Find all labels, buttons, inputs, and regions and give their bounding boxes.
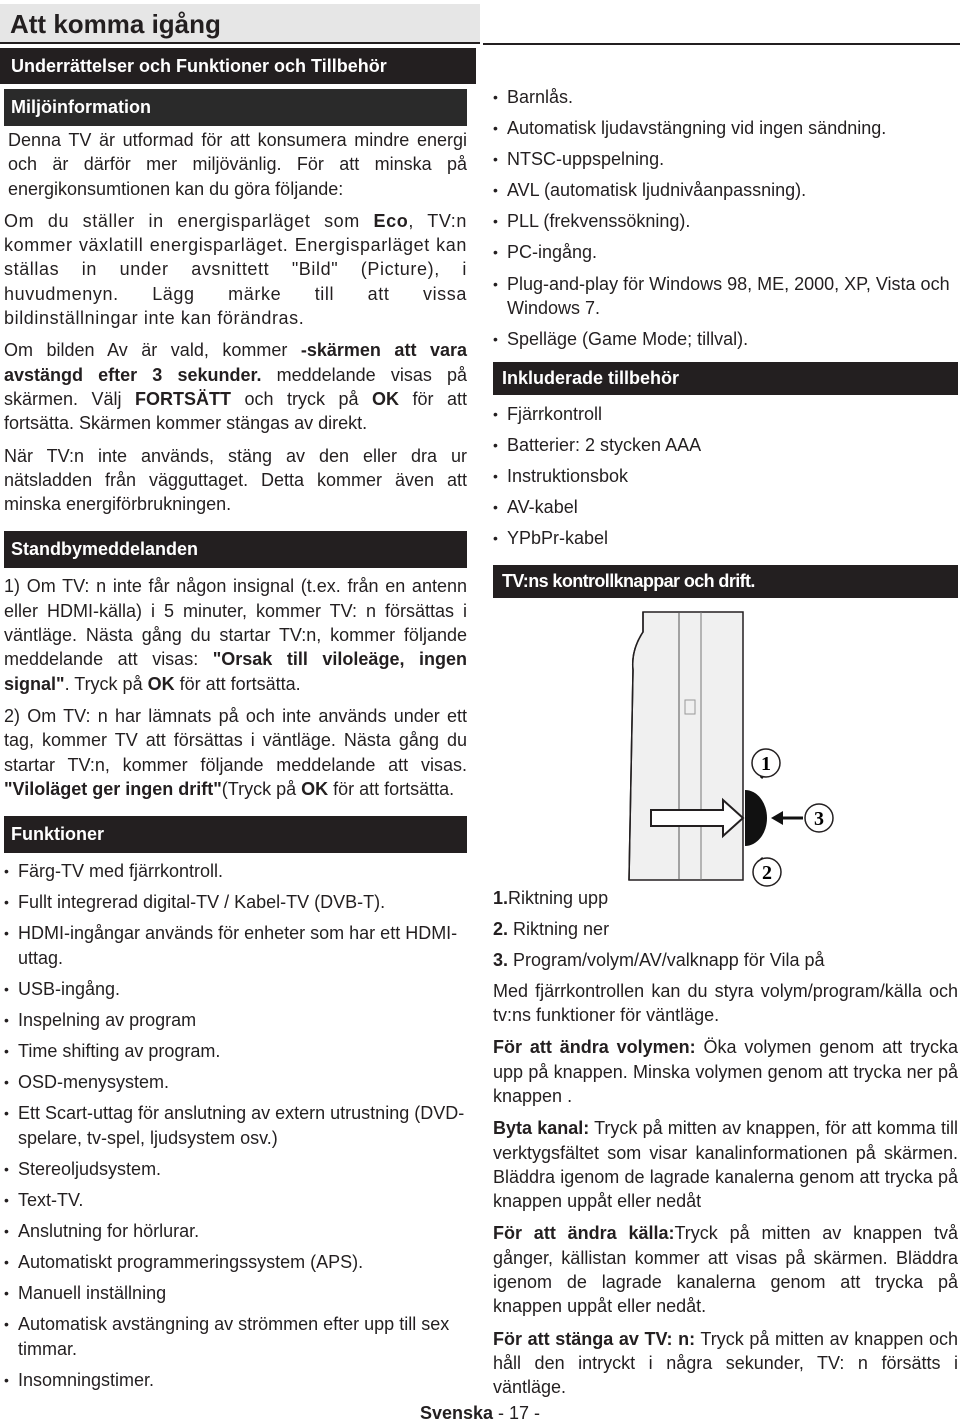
control-button-icon xyxy=(745,790,767,846)
env-p3-ok: OK xyxy=(372,388,399,409)
volume-paragraph xyxy=(493,1035,958,1108)
env-paragraph-3 xyxy=(4,338,467,435)
label-1: 1 xyxy=(761,752,771,775)
feature-item: • Insomningstimer. xyxy=(4,1368,467,1393)
volume-text: Öka volymen genom att trycka upp på knappen. Minska volymen genom att trycka ner på knappen . xyxy=(493,1037,958,1106)
features-heading: Funktioner xyxy=(4,816,467,853)
tv-body-outline xyxy=(629,612,743,880)
feature-item: • Anslutning for hörlurar. xyxy=(4,1219,467,1244)
standby-p1c: . Tryck på xyxy=(64,673,148,694)
channel-paragraph xyxy=(493,1116,958,1213)
tv-controls-diagram xyxy=(493,610,958,890)
env-p3g: för att fortsätta. Skärmen kommer stängas av direkt. xyxy=(4,388,467,434)
legend-item-1 xyxy=(493,886,958,911)
footer-language: Svenska xyxy=(419,1403,494,1423)
env-p3e: och tryck på xyxy=(231,388,372,409)
feature-item: • AVL (automatisk ljudnivåanpassning). xyxy=(493,178,958,203)
standby-p2e: för att fortsätta. xyxy=(328,778,455,799)
page-footer xyxy=(0,1403,960,1424)
right-column xyxy=(493,85,958,1400)
arrow-left-head-icon xyxy=(771,811,783,825)
standby-p1e: för att fortsätta. xyxy=(174,673,301,694)
feature-item: • Färg-TV med fjärrkontroll. xyxy=(4,859,467,884)
standby-p1-ok: OK xyxy=(147,673,175,694)
legend-2-number: 2. xyxy=(493,918,509,939)
feature-item: • Automatiskt programmeringssystem (APS). xyxy=(4,1250,467,1275)
feature-item: • Inspelning av program xyxy=(4,1008,467,1033)
feature-item: • Plug-and-play för Windows 98, ME, 2000, XP, Vista och Windows 7. xyxy=(493,272,958,321)
legend-3-text: Program/volym/AV/valknapp för Vila på xyxy=(508,949,825,970)
env-paragraph-2 xyxy=(4,209,467,330)
standby-paragraph-2 xyxy=(4,704,467,801)
standby-p2b: "Viloläget ger ingen drift" xyxy=(4,778,222,799)
section-header: Underrättelser och Funktioner och Tillbehör xyxy=(0,48,476,84)
controls-intro: Med fjärrkontrollen kan du styra volym/program/källa och tv:ns funktioner för väntläge. xyxy=(493,980,958,1026)
controls-heading: TV:ns kontrollknappar och drift. xyxy=(493,565,958,598)
feature-item: • OSD-menysystem. xyxy=(4,1070,467,1095)
env-p3c: meddelande visas på skärmen. Välj xyxy=(4,364,467,409)
env-paragraph-4 xyxy=(4,444,467,517)
features-list xyxy=(4,859,467,1392)
env-p4-text: När TV:n inte används, stäng av den eller dra ur nätsladden från vägguttaget. Detta kommer även att minska energiförbrukningen. xyxy=(4,445,467,515)
legend-1-text: Riktning upp xyxy=(508,887,609,908)
standby-p2c: (Tryck på xyxy=(221,778,302,799)
label-2: 2 xyxy=(762,861,772,884)
feature-item: • HDMI-ingångar används för enheter som har ett HDMI-uttag. xyxy=(4,921,467,970)
legend-item-3 xyxy=(493,948,958,973)
power-off-paragraph xyxy=(493,1327,958,1400)
feature-item: • Text-TV. xyxy=(4,1188,467,1213)
channel-label: Byta kanal: xyxy=(493,1118,590,1139)
env-p1-text: Denna TV är utformad för att konsumera mindre energi och är därför mer miljövänlig. För att minska på energikonsumtionen kan du göra följande: xyxy=(8,130,467,199)
legend-1-number: 1. xyxy=(493,887,509,908)
accessory-item: • Instruktionsbok xyxy=(493,464,958,489)
feature-item: • PC-ingång. xyxy=(493,240,958,265)
legend-item-2 xyxy=(493,917,958,942)
env-p2-eco: Eco xyxy=(373,210,409,231)
accessory-item: • AV-kabel xyxy=(493,495,958,520)
feature-item: • USB-ingång. xyxy=(4,977,467,1002)
feature-item: • Automatisk ljudavstängning vid ingen sändning. xyxy=(493,116,958,141)
feature-item: • PLL (frekvenssökning). xyxy=(493,209,958,234)
accessory-item: • Fjärrkontroll xyxy=(493,402,958,427)
accessory-item: • Batterier: 2 stycken AAA xyxy=(493,433,958,458)
feature-item: • Automatisk avstängning av strömmen efter upp till sex timmar. xyxy=(4,1312,467,1361)
standby-p1a: 1) Om TV: n inte får någon insignal (t.ex. från en antenn eller HDMI-källa) i 5 minuter, kommer TV: n försättas i väntläge. Nästa gång du startar TV:n, kommer följande meddelande att visas: xyxy=(4,576,467,670)
power-off-text: Tryck på mitten av knappen och håll den intryckt i några sekunder, TV: n försätts i väntläge. xyxy=(493,1328,959,1398)
accessories-heading: Inkluderade tillbehör xyxy=(493,362,958,395)
feature-item: • Fullt integrerad digital-TV / Kabel-TV (DVB-T). xyxy=(4,890,467,915)
standby-p2a: 2) Om TV: n har lämnats på och inte används under ett tag, kommer TV att försättas i väntläge. Nästa gång du startar TV:n, kommer följande meddelande att visas. xyxy=(4,705,467,775)
env-paragraph-1 xyxy=(4,128,467,201)
standby-p2-ok: OK xyxy=(301,778,329,799)
feature-item: • NTSC-uppspelning. xyxy=(493,147,958,172)
legend-2-text: Riktning ner xyxy=(508,918,610,939)
accessory-item: • YPbPr-kabel xyxy=(493,526,958,551)
standby-p1b: "Orsak till viloleäge, ingen signal" xyxy=(4,649,467,694)
env-p2a: Om du ställer in energisparläget som xyxy=(4,210,374,231)
feature-item: • Ett Scart-uttag för anslutning av extern utrustning (DVD-spelare, tv-spel, ljudsystem osv.) xyxy=(4,1101,467,1150)
source-paragraph xyxy=(493,1221,958,1318)
label-3: 3 xyxy=(814,807,824,830)
env-p3b: -skärmen att vara avstängd efter 3 sekunder. xyxy=(4,340,467,385)
source-label: För att ändra källa: xyxy=(493,1223,675,1244)
env-p3a: Om bilden Av är vald, kommer xyxy=(4,340,301,361)
top-rule xyxy=(483,43,960,45)
standby-paragraph-1 xyxy=(4,574,467,695)
feature-item: • Time shifting av program. xyxy=(4,1039,467,1064)
legend-3-number: 3. xyxy=(493,949,509,970)
tv-side-illustration xyxy=(493,610,958,890)
page-title-bar xyxy=(0,4,480,44)
env-heading: Miljöinformation xyxy=(4,89,467,126)
feature-item: • Manuell inställning xyxy=(4,1281,467,1306)
source-text: Tryck på mitten av knappen två gånger, källistan kommer att visas på skärmen. Bläddra igenom de lagrade kanalerna genom att trycka på knappen uppåt eller nedåt. xyxy=(493,1223,958,1317)
page-title: Att komma igång xyxy=(10,9,221,39)
controls-legend xyxy=(493,886,958,973)
power-off-label: För att stänga av TV: n: xyxy=(493,1328,696,1349)
feature-item: • Stereoljudsystem. xyxy=(4,1157,467,1182)
env-p3-fortsatt: FORTSÄTT xyxy=(135,388,232,409)
feature-item: • Spelläge (Game Mode; tillval). xyxy=(493,327,958,352)
footer-page-number: - 17 - xyxy=(498,1403,541,1423)
volume-label: För att ändra volymen: xyxy=(493,1037,696,1058)
feature-item: • Barnlås. xyxy=(493,85,958,110)
channel-text: Tryck på mitten av knappen, för att komma till verktygsfältet som visar kanalinformationen på skärmen. Bläddra igenom de lagrade kanalerna genom att trycka på knappen uppåt eller nedåt xyxy=(493,1118,958,1212)
features-list-continued xyxy=(493,85,958,352)
left-column xyxy=(4,89,467,1399)
accessories-list xyxy=(493,402,958,551)
standby-heading: Standbymeddelanden xyxy=(4,531,467,568)
env-p2c: , TV:n kommer växlatill energisparläget. Energisparläget kan ställas in under avsnittett "Bild" (Picture), i huvudmenyn. Lägg märke till att vissa bildinställningar inte kan förändras. xyxy=(4,210,467,329)
